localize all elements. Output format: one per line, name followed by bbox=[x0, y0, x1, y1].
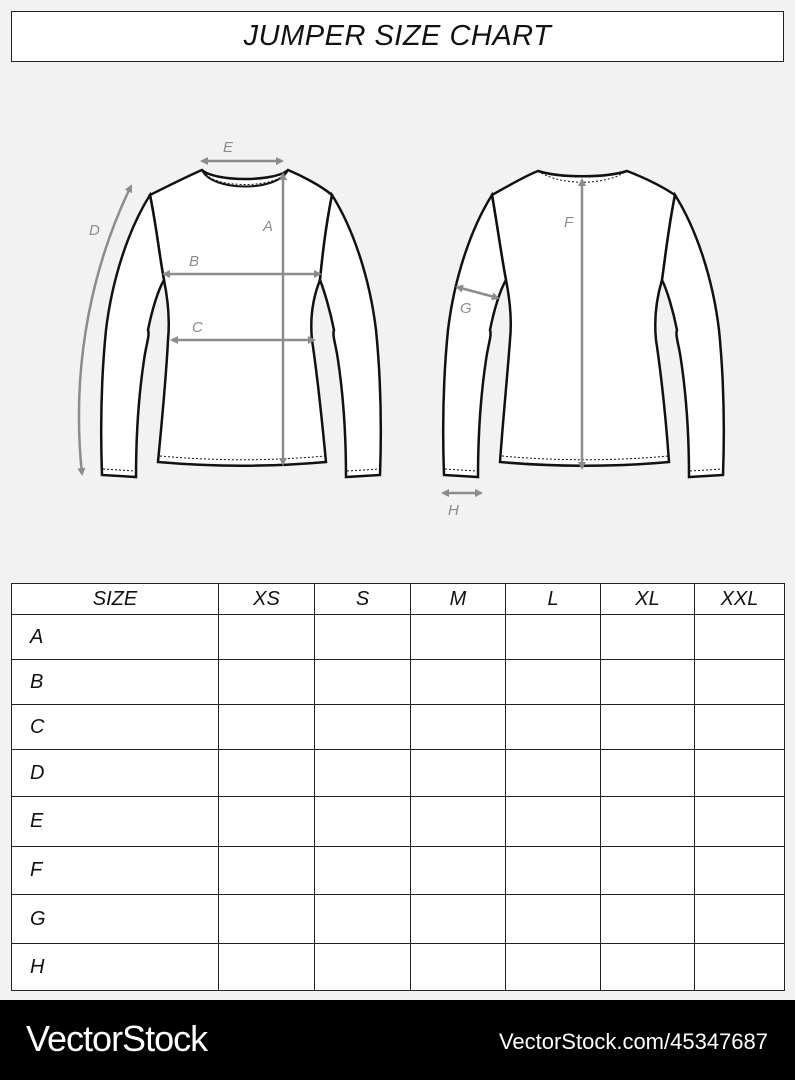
column-header-l: L bbox=[506, 584, 601, 615]
label-b: B bbox=[189, 253, 200, 270]
label-c: C bbox=[192, 319, 203, 336]
brand-logo: VectorStock bbox=[26, 1018, 208, 1059]
table-cell[interactable] bbox=[315, 750, 411, 797]
table-row bbox=[12, 847, 785, 895]
table-cell[interactable] bbox=[506, 660, 601, 705]
table-cell[interactable] bbox=[219, 705, 315, 750]
table-row bbox=[12, 615, 785, 660]
table-cell[interactable] bbox=[601, 847, 695, 895]
table-cell[interactable] bbox=[601, 660, 695, 705]
table-cell[interactable] bbox=[315, 797, 411, 847]
table-cell[interactable] bbox=[695, 847, 785, 895]
table-cell[interactable] bbox=[219, 660, 315, 705]
table-cell[interactable] bbox=[506, 847, 601, 895]
label-d: D bbox=[89, 222, 100, 239]
table-cell[interactable] bbox=[411, 944, 506, 991]
table-cell[interactable] bbox=[601, 797, 695, 847]
front-body-outline bbox=[150, 170, 332, 466]
label-f: F bbox=[564, 214, 574, 231]
stock-id: VectorStock.com/45347687 bbox=[498, 1029, 768, 1054]
label-g: G bbox=[460, 300, 472, 317]
table-cell[interactable] bbox=[219, 895, 315, 944]
column-header-s: S bbox=[315, 584, 411, 615]
table-cell[interactable] bbox=[601, 750, 695, 797]
table-cell[interactable] bbox=[695, 660, 785, 705]
row-label: B bbox=[12, 660, 219, 705]
row-label: F bbox=[12, 847, 219, 895]
back-body-outline bbox=[492, 171, 675, 466]
table-cell[interactable] bbox=[506, 705, 601, 750]
table-cell[interactable] bbox=[411, 705, 506, 750]
row-label: G bbox=[12, 895, 219, 944]
table-cell[interactable] bbox=[601, 944, 695, 991]
table-cell[interactable] bbox=[411, 660, 506, 705]
row-label: A bbox=[12, 615, 219, 660]
table-cell[interactable] bbox=[219, 750, 315, 797]
row-label: C bbox=[12, 705, 219, 750]
table-cell[interactable] bbox=[695, 895, 785, 944]
back-view bbox=[443, 171, 724, 519]
table-row bbox=[12, 895, 785, 944]
table-row bbox=[12, 705, 785, 750]
table-cell[interactable] bbox=[695, 705, 785, 750]
table-cell[interactable] bbox=[411, 615, 506, 660]
size-column-header: SIZE bbox=[12, 584, 219, 615]
table-cell[interactable] bbox=[506, 750, 601, 797]
front-view bbox=[79, 139, 381, 477]
table-cell[interactable] bbox=[601, 895, 695, 944]
column-header-xxl: XXL bbox=[695, 584, 785, 615]
table-cell[interactable] bbox=[315, 895, 411, 944]
table-cell[interactable] bbox=[219, 797, 315, 847]
table-row bbox=[12, 750, 785, 797]
column-header-m: M bbox=[411, 584, 506, 615]
table-cell[interactable] bbox=[315, 660, 411, 705]
table-cell[interactable] bbox=[506, 797, 601, 847]
table-cell[interactable] bbox=[219, 615, 315, 660]
table-cell[interactable] bbox=[219, 847, 315, 895]
size-table bbox=[11, 583, 785, 991]
table-row bbox=[12, 797, 785, 847]
row-label: H bbox=[12, 944, 219, 991]
front-right-sleeve bbox=[320, 195, 381, 477]
table-cell[interactable] bbox=[601, 615, 695, 660]
table-cell[interactable] bbox=[411, 750, 506, 797]
table-row bbox=[12, 944, 785, 991]
row-label: E bbox=[12, 797, 219, 847]
table-cell[interactable] bbox=[315, 615, 411, 660]
column-header-xl: XL bbox=[601, 584, 695, 615]
table-cell[interactable] bbox=[411, 847, 506, 895]
table-cell[interactable] bbox=[601, 705, 695, 750]
table-cell[interactable] bbox=[695, 944, 785, 991]
table-cell[interactable] bbox=[219, 944, 315, 991]
table-cell[interactable] bbox=[315, 944, 411, 991]
footer-bar bbox=[0, 1000, 795, 1080]
jumper-illustration bbox=[0, 100, 795, 540]
label-h: H bbox=[448, 502, 459, 519]
table-cell[interactable] bbox=[411, 895, 506, 944]
column-header-xs: XS bbox=[219, 584, 315, 615]
table-cell[interactable] bbox=[695, 750, 785, 797]
table-cell[interactable] bbox=[506, 895, 601, 944]
table-cell[interactable] bbox=[506, 615, 601, 660]
table-cell[interactable] bbox=[695, 615, 785, 660]
back-right-sleeve bbox=[662, 195, 724, 477]
table-cell[interactable] bbox=[695, 797, 785, 847]
table-header-row bbox=[12, 584, 785, 615]
table-cell[interactable] bbox=[411, 797, 506, 847]
label-e: E bbox=[223, 139, 234, 156]
table-row bbox=[12, 660, 785, 705]
table-cell[interactable] bbox=[315, 847, 411, 895]
label-a: A bbox=[263, 218, 274, 235]
page-title: JUMPER SIZE CHART bbox=[11, 11, 784, 62]
table-cell[interactable] bbox=[506, 944, 601, 991]
table-cell[interactable] bbox=[315, 705, 411, 750]
row-label: D bbox=[12, 750, 219, 797]
back-left-sleeve bbox=[443, 195, 506, 477]
